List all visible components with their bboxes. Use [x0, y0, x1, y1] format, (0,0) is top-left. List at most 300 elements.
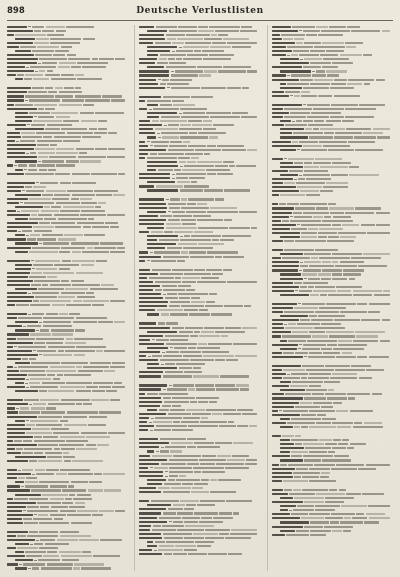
text-line: [139, 359, 260, 362]
text-fragment: [272, 534, 285, 536]
text-fragment: [315, 505, 340, 507]
text-fragment: [139, 223, 164, 225]
text-line: [139, 549, 260, 552]
text-fragment: [272, 216, 289, 218]
text-fragment: [69, 506, 85, 508]
text-line: [7, 111, 128, 114]
text-fragment: [302, 365, 324, 367]
text-line: [7, 226, 128, 229]
text-fragment: [272, 501, 303, 503]
text-fragment: [377, 136, 389, 138]
text-fragment: [355, 207, 381, 209]
text-fragment: [319, 257, 350, 259]
text-fragment: [346, 493, 361, 495]
dash-mark: [165, 476, 168, 477]
text-fragment: [344, 517, 351, 519]
text-fragment: [7, 325, 22, 327]
text-fragment: [300, 402, 312, 404]
text-fragment: [201, 87, 226, 89]
text-line: [272, 381, 393, 384]
text-fragment: [332, 162, 351, 164]
text-fragment: [351, 365, 371, 367]
text-fragment: [48, 346, 75, 348]
text-line: [272, 107, 393, 110]
text-fragment: [107, 214, 125, 216]
text-fragment: [303, 87, 329, 89]
text-fragment: [280, 459, 303, 461]
text-line: [7, 439, 128, 442]
text-fragment: [309, 331, 325, 333]
text-fragment: [198, 30, 214, 32]
text-fragment: [272, 145, 302, 147]
text-fragment: [232, 455, 249, 457]
text-fragment: [155, 417, 182, 419]
text-fragment: [334, 136, 353, 138]
text-fragment: [58, 238, 76, 240]
text-fragment: [73, 300, 82, 302]
text-fragment: [68, 473, 93, 475]
text-fragment: [174, 347, 187, 349]
text-line: [7, 497, 128, 500]
text-line: [272, 302, 393, 305]
text-line: [7, 144, 128, 147]
text-fragment: [7, 502, 36, 504]
text-fragment: [166, 227, 197, 229]
text-line: [7, 70, 128, 73]
text-fragment: [321, 30, 350, 32]
text-fragment: [7, 469, 17, 471]
text-fragment: [348, 141, 375, 143]
text-fragment: [15, 264, 32, 266]
text-fragment: [280, 294, 309, 296]
text-fragment: [332, 261, 338, 263]
text-fragment: [304, 397, 326, 399]
text-fragment: [280, 62, 309, 64]
text-fragment: [280, 149, 296, 151]
text-fragment: [366, 464, 390, 466]
text-fragment: [158, 549, 183, 551]
text-fragment: [139, 141, 145, 143]
text-fragment: [280, 521, 309, 523]
text-fragment: [39, 58, 67, 60]
text-fragment: [297, 323, 320, 325]
text-fragment: [7, 342, 33, 344]
text-fragment: [29, 460, 37, 462]
text-fragment: [280, 426, 293, 428]
text-fragment: [280, 278, 303, 280]
text-fragment: [34, 543, 43, 545]
text-fragment: [272, 108, 283, 110]
text-fragment: [382, 30, 390, 32]
text-fragment: [39, 481, 69, 483]
text-fragment: [61, 555, 92, 557]
text-fragment: [7, 317, 17, 319]
text-fragment: [272, 344, 298, 346]
text-line: [139, 120, 260, 123]
text-fragment: [57, 539, 78, 541]
text-fragment: [230, 533, 257, 535]
text-fragment: [71, 198, 79, 200]
text-fragment: [7, 230, 17, 232]
text-fragment: [284, 249, 314, 251]
text-fragment: [67, 514, 91, 516]
text-fragment: [167, 83, 189, 85]
text-fragment: [272, 352, 282, 354]
text-fragment: [114, 321, 125, 323]
text-fragment: [75, 74, 84, 76]
text-fragment: [233, 442, 253, 444]
text-line: [139, 259, 260, 262]
text-fragment: [83, 403, 92, 405]
text-fragment: [98, 120, 107, 122]
text-line: [7, 460, 128, 463]
text-fragment: [184, 273, 211, 275]
text-fragment: [61, 128, 87, 130]
text-fragment: [272, 526, 303, 528]
text-fragment: [36, 473, 54, 475]
text-fragment: [139, 371, 163, 373]
text-fragment: [105, 222, 118, 224]
text-fragment: [66, 338, 73, 340]
text-line: [139, 297, 260, 300]
text-fragment: [237, 425, 248, 427]
text-fragment: [7, 148, 34, 150]
text-fragment: [353, 290, 382, 292]
text-fragment: [160, 215, 172, 217]
text-line: [7, 78, 128, 81]
dash-mark: [25, 383, 28, 384]
text-line: [139, 86, 260, 89]
text-fragment: [139, 132, 155, 134]
text-fragment: [139, 157, 145, 159]
section-gap: [272, 297, 393, 301]
text-fragment: [330, 521, 339, 523]
text-fragment: [15, 169, 23, 171]
text-fragment: [93, 555, 120, 557]
text-line: [7, 333, 128, 336]
text-fragment: [338, 344, 367, 346]
text-fragment: [152, 455, 172, 457]
text-line: [7, 164, 128, 167]
section-gap: [139, 90, 260, 94]
text-fragment: [46, 370, 76, 372]
text-fragment: [139, 305, 167, 307]
text-fragment: [52, 198, 69, 200]
text-fragment: [212, 273, 223, 275]
text-fragment: [22, 358, 28, 360]
text-fragment: [139, 256, 161, 258]
text-fragment: [29, 99, 60, 101]
text-fragment: [202, 50, 224, 52]
text-line: [272, 285, 393, 288]
text-line: [7, 58, 128, 61]
text-fragment: [182, 277, 200, 279]
text-fragment: [209, 293, 217, 295]
text-fragment: [163, 256, 189, 258]
text-fragment: [180, 124, 191, 126]
text-fragment: [227, 459, 245, 461]
text-fragment: [41, 567, 72, 569]
dash-mark: [32, 268, 35, 269]
text-fragment: [37, 238, 56, 240]
text-fragment: [359, 104, 385, 106]
text-line: [272, 261, 393, 264]
text-fragment: [7, 284, 30, 286]
text-fragment: [75, 87, 81, 89]
text-fragment: [27, 238, 36, 240]
text-line: [7, 99, 128, 102]
dash-mark: [149, 422, 152, 423]
text-fragment: [22, 452, 33, 454]
text-fragment: [280, 418, 290, 420]
text-fragment: [272, 224, 296, 226]
dash-mark: [28, 26, 31, 27]
text-fragment: [272, 190, 299, 192]
text-fragment: [216, 463, 244, 465]
text-fragment: [272, 323, 283, 325]
text-fragment: [185, 42, 211, 44]
text-fragment: [313, 216, 323, 218]
text-fragment: [46, 469, 59, 471]
dash-mark: [35, 71, 38, 72]
text-fragment: [340, 311, 367, 313]
text-line: [139, 313, 260, 316]
text-fragment: [272, 331, 291, 333]
text-fragment: [46, 313, 58, 315]
text-fragment: [33, 264, 53, 266]
text-line: [7, 234, 128, 237]
text-fragment: [7, 424, 25, 426]
text-fragment: [86, 436, 110, 438]
text-fragment: [25, 485, 48, 487]
text-fragment: [336, 464, 364, 466]
text-fragment: [333, 348, 364, 350]
text-fragment: [38, 460, 62, 462]
section-gap: [272, 98, 393, 102]
text-fragment: [7, 399, 23, 401]
text-fragment: [321, 278, 331, 280]
text-line: [272, 165, 393, 168]
text-fragment: [118, 173, 125, 175]
text-fragment: [99, 58, 114, 60]
text-fragment: [7, 489, 30, 491]
text-fragment: [139, 120, 150, 122]
text-fragment: [54, 264, 79, 266]
text-fragment: [330, 212, 344, 214]
text-fragment: [169, 471, 193, 473]
text-fragment: [327, 74, 339, 76]
text-fragment: [194, 442, 214, 444]
text-fragment: [349, 166, 359, 168]
text-fragment: [56, 116, 70, 118]
text-line: [139, 239, 260, 242]
text-fragment: [76, 346, 106, 348]
text-line: [7, 201, 128, 204]
text-fragment: [147, 363, 159, 365]
text-fragment: [272, 464, 279, 466]
text-fragment: [361, 224, 375, 226]
text-fragment: [180, 239, 211, 241]
text-fragment: [272, 124, 284, 126]
text-fragment: [332, 530, 342, 532]
text-fragment: [92, 226, 109, 228]
text-fragment: [356, 335, 378, 337]
text-fragment: [316, 70, 325, 72]
text-fragment: [185, 153, 203, 155]
text-fragment: [29, 198, 51, 200]
text-fragment: [154, 251, 180, 253]
text-fragment: [280, 348, 297, 350]
text-fragment: [181, 116, 209, 118]
text-line: [7, 329, 128, 332]
text-fragment: [7, 202, 19, 204]
text-fragment: [373, 128, 390, 130]
text-fragment: [152, 120, 159, 122]
text-fragment: [332, 62, 353, 64]
text-fragment: [282, 435, 294, 437]
text-fragment: [228, 421, 234, 423]
text-fragment: [179, 161, 186, 163]
text-line: [7, 41, 128, 44]
text-fragment: [139, 26, 154, 28]
text-fragment: [53, 432, 79, 434]
text-fragment: [77, 222, 104, 224]
text-fragment: [170, 79, 192, 81]
text-fragment: [139, 297, 163, 299]
text-fragment: [288, 340, 306, 342]
text-line: [139, 78, 260, 81]
text-fragment: [163, 375, 192, 377]
text-line: [139, 33, 260, 36]
text-fragment: [139, 487, 156, 489]
text-fragment: [280, 443, 294, 445]
text-fragment: [174, 231, 193, 233]
text-fragment: [115, 510, 125, 512]
text-fragment: [222, 235, 251, 237]
dash-mark: [154, 550, 157, 551]
text-fragment: [26, 432, 52, 434]
text-fragment: [29, 251, 58, 253]
text-fragment: [284, 116, 306, 118]
text-fragment: [139, 153, 148, 155]
text-fragment: [139, 533, 161, 535]
text-fragment: [139, 335, 163, 337]
text-fragment: [32, 50, 54, 52]
text-fragment: [7, 66, 25, 68]
text-fragment: [327, 344, 337, 346]
text-fragment: [60, 420, 68, 422]
text-fragment: [215, 256, 222, 258]
text-fragment: [280, 162, 293, 164]
text-fragment: [31, 272, 42, 274]
dash-mark: [172, 178, 175, 179]
text-line: [7, 136, 128, 139]
text-line: [139, 528, 260, 531]
text-fragment: [147, 545, 157, 547]
text-fragment: [60, 535, 91, 537]
text-fragment: [72, 460, 103, 462]
text-line: [139, 128, 260, 131]
text-fragment: [314, 120, 324, 122]
text-fragment: [139, 309, 155, 311]
text-fragment: [283, 480, 308, 482]
dash-mark: [179, 47, 182, 48]
text-fragment: [51, 329, 74, 331]
text-line: [139, 41, 260, 44]
text-fragment: [292, 141, 298, 143]
text-line: [7, 530, 128, 533]
text-fragment: [315, 509, 335, 511]
text-fragment: [219, 425, 236, 427]
text-fragment: [28, 169, 37, 171]
text-fragment: [186, 409, 205, 411]
text-fragment: [15, 494, 41, 496]
text-fragment: [51, 78, 76, 80]
text-fragment: [163, 512, 176, 514]
dash-mark: [171, 71, 174, 72]
text-fragment: [75, 95, 101, 97]
section-gap: [7, 176, 128, 180]
text-fragment: [51, 112, 78, 114]
text-fragment: [7, 272, 30, 274]
text-fragment: [7, 411, 18, 413]
text-fragment: [7, 173, 24, 175]
text-fragment: [72, 194, 95, 196]
dash-mark: [26, 379, 29, 380]
text-fragment: [335, 132, 362, 134]
text-line: [7, 419, 128, 422]
dash-mark: [150, 467, 153, 468]
text-fragment: [280, 128, 304, 130]
section-gap: [7, 464, 128, 468]
text-fragment: [301, 426, 308, 428]
text-fragment: [333, 439, 341, 441]
text-fragment: [161, 463, 186, 465]
text-fragment: [98, 128, 107, 130]
text-line: [272, 339, 393, 342]
text-fragment: [184, 235, 190, 237]
text-fragment: [66, 304, 91, 306]
text-fragment: [99, 386, 111, 388]
text-line: [7, 403, 128, 406]
text-fragment: [197, 347, 220, 349]
text-fragment: [7, 238, 26, 240]
text-fragment: [178, 26, 197, 28]
dash-mark: [149, 109, 152, 110]
dash-mark: [151, 418, 154, 419]
text-line: [139, 251, 260, 254]
text-line: [272, 529, 393, 532]
text-fragment: [272, 95, 289, 97]
text-fragment: [80, 160, 101, 162]
text-line: [7, 279, 128, 282]
text-line: [139, 454, 260, 457]
text-fragment: [202, 471, 225, 473]
text-fragment: [163, 289, 185, 291]
text-fragment: [71, 66, 81, 68]
text-line: [139, 355, 260, 358]
text-fragment: [191, 235, 221, 237]
text-fragment: [287, 46, 313, 48]
text-fragment: [71, 522, 92, 524]
text-fragment: [201, 517, 212, 519]
text-fragment: [283, 410, 308, 412]
text-fragment: [31, 124, 45, 126]
text-line: [272, 41, 393, 44]
dash-mark: [34, 116, 37, 117]
text-fragment: [86, 292, 94, 294]
text-fragment: [343, 269, 364, 271]
